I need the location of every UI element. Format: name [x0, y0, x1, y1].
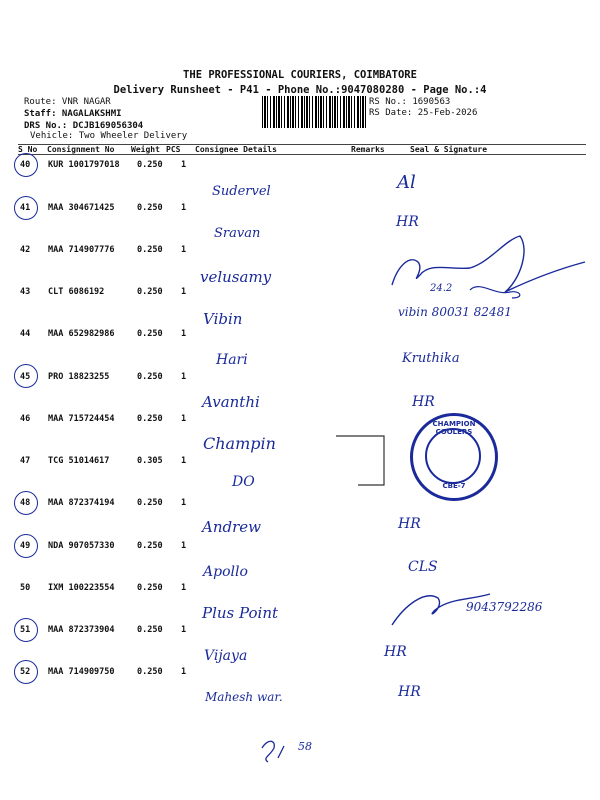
handwritten-signature: HR [412, 394, 435, 410]
row-weight: 0.250 [137, 498, 163, 508]
handwritten-note: 58 [298, 740, 312, 753]
handwritten-consignee: Avanthi [202, 393, 260, 411]
row-consignment: MAA 652982986 [48, 329, 115, 339]
row-weight: 0.250 [137, 329, 163, 339]
row-weight: 0.250 [137, 414, 163, 424]
handwritten-consignee: Sudervel [212, 184, 271, 199]
page-subtitle: Delivery Runsheet - P41 - Phone No.:9047080280 - Page No.:4 [113, 84, 487, 96]
handwritten-signature: HR [398, 516, 421, 532]
row-sno: 46 [20, 414, 31, 424]
row-consignment: MAA 872373904 [48, 625, 115, 635]
col-pcs: PCS [166, 145, 181, 154]
row-pcs: 1 [181, 160, 187, 170]
stamp-text-top: CHAMPION COOLERS [432, 420, 476, 436]
row-sno: 50 [20, 583, 31, 593]
handwritten-consignee: velusamy [200, 268, 272, 286]
row-weight: 0.250 [137, 667, 163, 677]
row-weight: 0.250 [137, 245, 163, 255]
row-weight: 0.250 [137, 583, 163, 593]
handwritten-consignee: Hari [216, 352, 248, 368]
handwritten-signature: Al [397, 172, 416, 193]
row-pcs: 1 [181, 583, 187, 593]
row-consignment: IXM 100223554 [48, 583, 115, 593]
row-sno: 51 [20, 625, 31, 635]
row-sno: 42 [20, 245, 31, 255]
row-weight: 0.250 [137, 541, 163, 551]
row-pcs: 1 [181, 414, 187, 424]
row-consignment: MAA 872374194 [48, 498, 115, 508]
col-weight: Weight [131, 145, 160, 154]
row-weight: 0.250 [137, 625, 163, 635]
stamp-inner-ring [425, 428, 481, 484]
row-pcs: 1 [181, 245, 187, 255]
row-pcs: 1 [181, 287, 187, 297]
row-weight: 0.250 [137, 287, 163, 297]
row-weight: 0.250 [137, 203, 163, 213]
row-pcs: 1 [181, 498, 187, 508]
handwritten-consignee: Sravan [214, 226, 261, 241]
row-sno: 40 [20, 160, 31, 170]
handwritten-signature: 24.2 [430, 283, 453, 294]
handwritten-signature: Kruthika [402, 351, 460, 366]
row-consignment: MAA 714909750 [48, 667, 115, 677]
handwritten-signature: HR [384, 644, 407, 660]
drs-number: DRS No.: DCJB169056304 [24, 121, 144, 131]
row-sno: 52 [20, 667, 31, 677]
handwritten-consignee: Champin [203, 434, 276, 453]
row-pcs: 1 [181, 456, 187, 466]
col-seal: Seal & Signature [410, 145, 488, 154]
handwritten-signature: CLS [408, 559, 438, 575]
company-stamp [410, 413, 498, 501]
footer-scribble [262, 741, 284, 762]
col-consignee: Consignee Details [195, 145, 277, 154]
row-sno: 49 [20, 541, 31, 551]
staff: Staff: NAGALAKSHMI [24, 109, 122, 119]
col-consignment: Consignment No [47, 145, 115, 154]
row-pcs: 1 [181, 203, 187, 213]
handwritten-signature: HR [396, 214, 419, 230]
signature-scribble [392, 594, 490, 625]
row-sno: 44 [20, 329, 31, 339]
rs-date: RS Date: 25-Feb-2026 [369, 108, 478, 118]
row-consignment: KUR 1001797018 [48, 160, 120, 170]
handwritten-signature: vibin 80031 82481 [398, 305, 512, 319]
row-consignment: MAA 304671425 [48, 203, 115, 213]
rs-number: RS No.: 1690563 [369, 97, 451, 107]
handwritten-signature: HR [398, 684, 421, 700]
row-weight: 0.305 [137, 456, 163, 466]
bracket-mark [336, 436, 384, 485]
row-pcs: 1 [181, 667, 187, 677]
row-consignment: PRO 18823255 [48, 372, 110, 382]
row-sno: 43 [20, 287, 31, 297]
row-consignment: NDA 907057330 [48, 541, 115, 551]
row-consignment: CLT 6086192 [48, 287, 105, 297]
stamp-text-bottom: CBE-7 [442, 482, 466, 490]
handwritten-consignee: Mahesh war. [205, 690, 283, 704]
handwritten-consignee: Plus Point [202, 604, 279, 622]
row-weight: 0.250 [137, 372, 163, 382]
signature-scribble [392, 236, 585, 292]
row-pcs: 1 [181, 541, 187, 551]
row-sno: 47 [20, 456, 31, 466]
col-remarks: Remarks [351, 145, 385, 154]
row-sno: 45 [20, 372, 31, 382]
row-consignment: MAA 715724454 [48, 414, 115, 424]
col-sno: S No [18, 145, 38, 154]
handwritten-consignee: DO [232, 474, 255, 490]
handwritten-consignee: Vijaya [204, 648, 248, 664]
row-consignment: MAA 714907776 [48, 245, 115, 255]
route: Route: VNR NAGAR [24, 97, 111, 107]
handwritten-signature: 9043792286 [466, 600, 543, 614]
handwritten-consignee: Apollo [203, 564, 248, 580]
row-consignment: TCG 51014617 [48, 456, 110, 466]
row-pcs: 1 [181, 625, 187, 635]
page-title: THE PROFESSIONAL COURIERS, COIMBATORE [183, 69, 417, 81]
row-pcs: 1 [181, 329, 187, 339]
handwritten-consignee: Vibin [203, 310, 243, 328]
row-sno: 41 [20, 203, 31, 213]
row-sno: 48 [20, 498, 31, 508]
row-pcs: 1 [181, 372, 187, 382]
handwritten-consignee: Andrew [202, 518, 261, 536]
vehicle: Vehicle: Two Wheeler Delivery [30, 131, 188, 141]
row-weight: 0.250 [137, 160, 163, 170]
